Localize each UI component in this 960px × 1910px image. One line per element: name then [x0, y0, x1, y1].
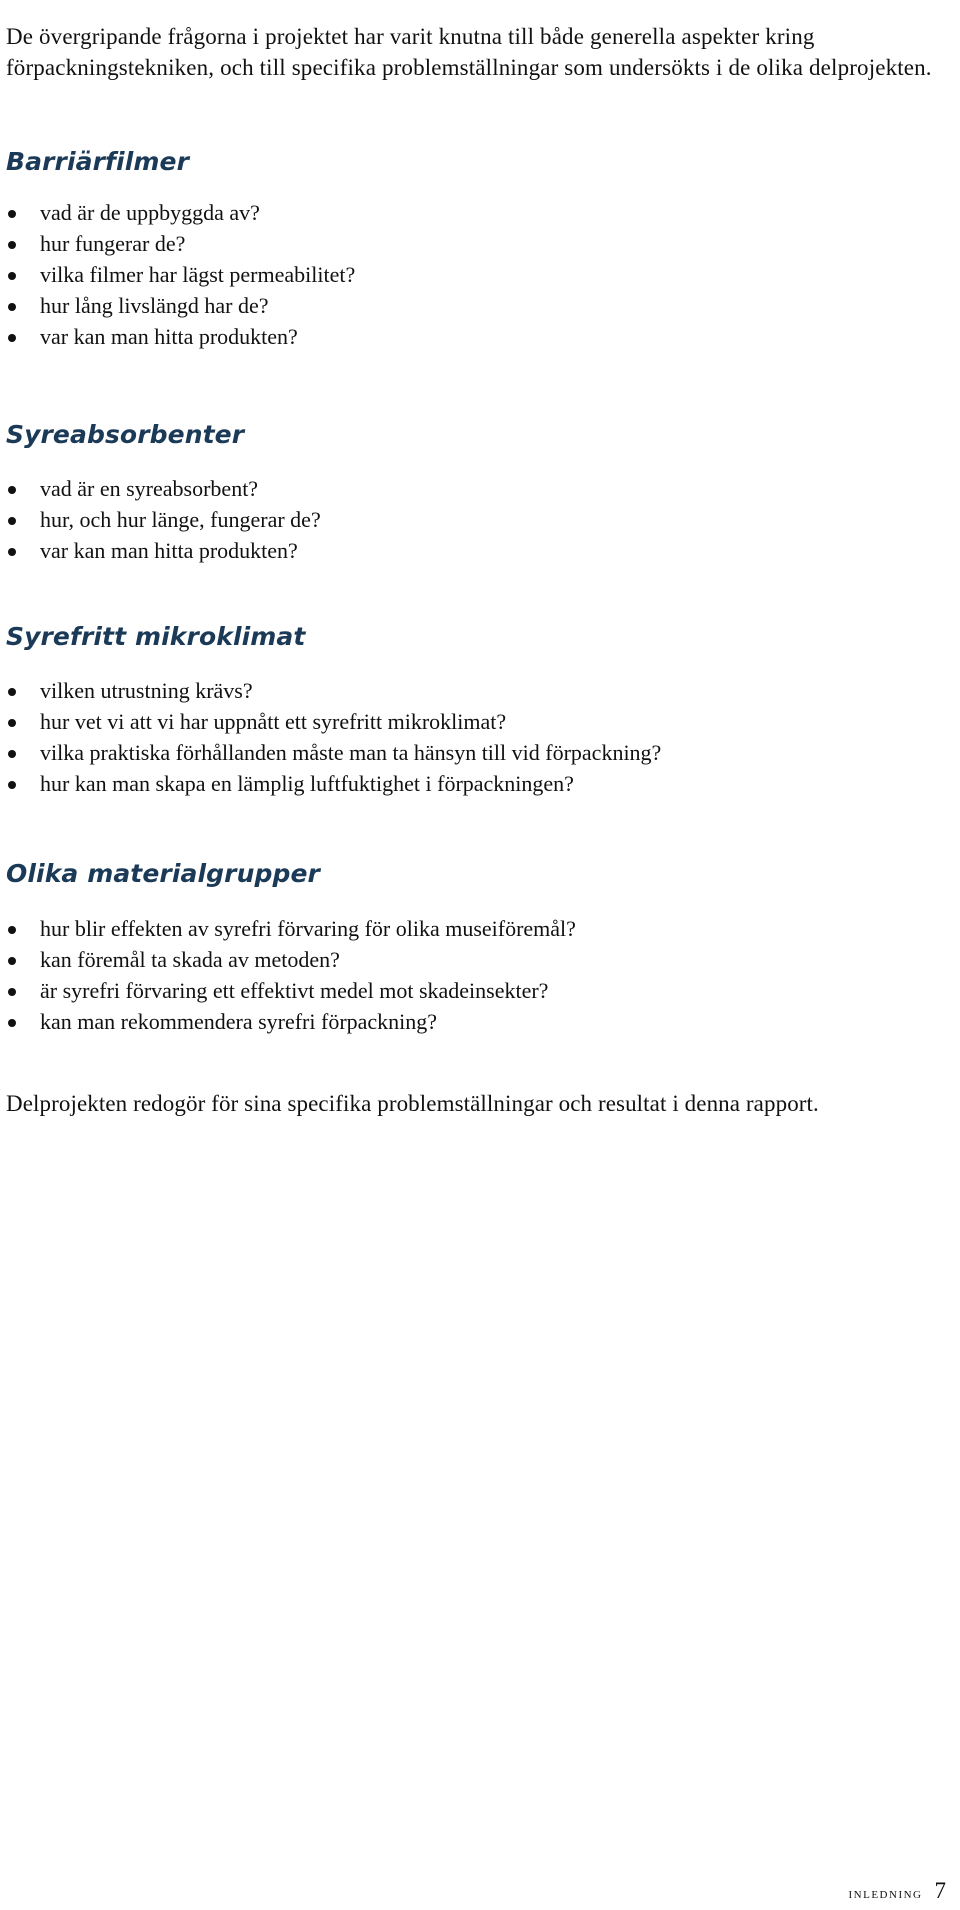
page-number: 7: [934, 1878, 946, 1903]
list-item: [0, 504, 940, 535]
question-list-syrefritt-mikroklimat: [0, 675, 940, 799]
list-item: [0, 768, 940, 799]
bullet-icon: [8, 486, 16, 494]
question-text: vad är en syreabsorbent?: [40, 476, 259, 501]
question-list-syreabsorbenter: [0, 473, 940, 566]
list-item: [0, 706, 940, 737]
list-item: [0, 1006, 940, 1037]
question-text: kan man rekommendera syrefri förpackning?: [40, 1009, 438, 1034]
question-text: vad är de uppbyggda av?: [40, 200, 260, 225]
footer-section-label: inledning: [848, 1885, 923, 1902]
bullet-icon: [8, 1019, 16, 1027]
question-text: hur fungerar de?: [40, 231, 186, 256]
bullet-icon: [8, 548, 16, 556]
list-item: [0, 228, 940, 259]
bullet-icon: [8, 781, 16, 789]
bullet-icon: [8, 719, 16, 727]
intro-paragraph: De övergripande frågorna i projektet har varit knutna till både generella aspekter kring förpackningstekniken, och till specifika problemställningar som undersökts i de olika delprojekten.: [6, 24, 932, 80]
bullet-icon: [8, 750, 16, 758]
question-text: kan föremål ta skada av metoden?: [40, 947, 340, 972]
list-item: [0, 913, 940, 944]
question-text: vilka filmer har lägst permeabilitet?: [40, 262, 356, 287]
list-item: [0, 675, 940, 706]
bullet-icon: [8, 688, 16, 696]
question-text: hur vet vi att vi har uppnått ett syrefritt mikroklimat?: [40, 709, 507, 734]
bullet-icon: [8, 334, 16, 342]
question-text: var kan man hitta produkten?: [40, 324, 298, 349]
list-item: [0, 197, 940, 228]
bullet-icon: [8, 241, 16, 249]
list-item: [0, 290, 940, 321]
list-item: [0, 259, 940, 290]
question-list-olika-materialgrupper: [0, 913, 940, 1037]
question-list-barriarfilmer: [0, 197, 940, 352]
list-item: [0, 975, 940, 1006]
bullet-icon: [8, 988, 16, 996]
section-heading-syrefritt-mikroklimat: Syrefritt mikroklimat: [6, 622, 306, 651]
closing-paragraph: Delprojekten redogör för sina specifika problemställningar och resultat i denna rapport.: [6, 1091, 819, 1116]
question-text: var kan man hitta produkten?: [40, 538, 298, 563]
section-heading-barriarfilmer: Barriärfilmer: [6, 147, 190, 176]
list-item: [0, 473, 940, 504]
page-footer: [849, 1878, 946, 1904]
list-item: [0, 737, 940, 768]
bullet-icon: [8, 517, 16, 525]
question-text: hur kan man skapa en lämplig luftfuktighet i förpackningen?: [40, 771, 574, 796]
question-text: vilken utrustning krävs?: [40, 678, 253, 703]
question-text: vilka praktiska förhållanden måste man ta hänsyn till vid förpackning?: [40, 740, 662, 765]
question-text: är syrefri förvaring ett effektivt medel mot skadeinsekter?: [40, 978, 549, 1003]
bullet-icon: [8, 303, 16, 311]
question-text: hur blir effekten av syrefri förvaring för olika museiföremål?: [40, 916, 576, 941]
list-item: [0, 321, 940, 352]
question-text: hur lång livslängd har de?: [40, 293, 269, 318]
bullet-icon: [8, 210, 16, 218]
bullet-icon: [8, 272, 16, 280]
question-text: hur, och hur länge, fungerar de?: [40, 507, 321, 532]
list-item: [0, 535, 940, 566]
section-heading-olika-materialgrupper: Olika materialgrupper: [6, 859, 320, 888]
bullet-icon: [8, 957, 16, 965]
section-heading-syreabsorbenter: Syreabsorbenter: [6, 420, 245, 449]
list-item: [0, 944, 940, 975]
bullet-icon: [8, 926, 16, 934]
